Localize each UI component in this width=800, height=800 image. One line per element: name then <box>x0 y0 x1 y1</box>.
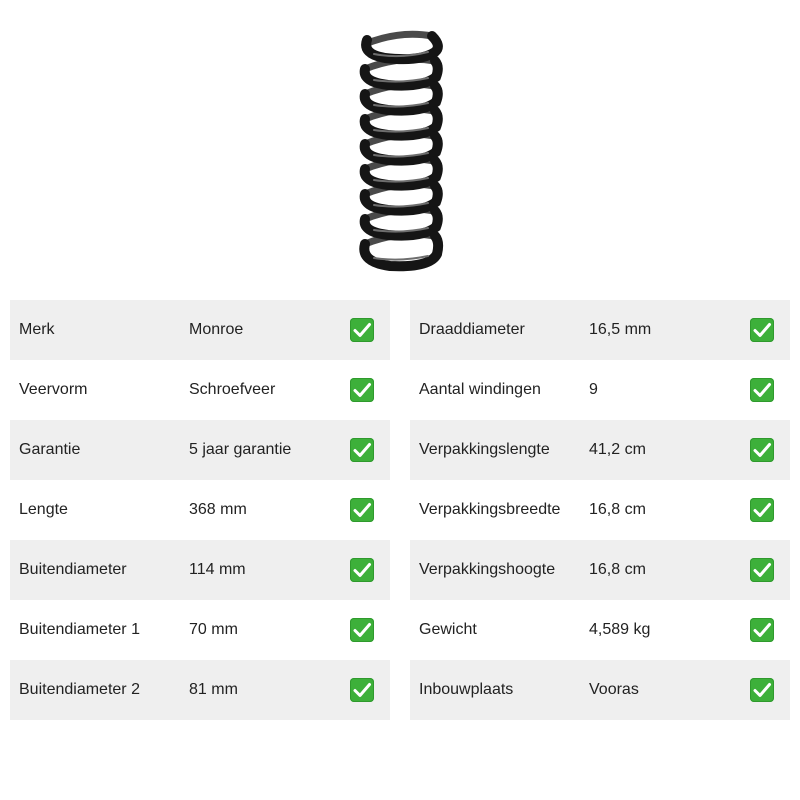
check-icon <box>750 438 774 462</box>
check-icon <box>350 438 374 462</box>
spec-row-verpakkingslengte <box>410 420 790 480</box>
check-icon <box>350 558 374 582</box>
spec-label: Aantal windingen <box>419 381 541 398</box>
check-icon <box>350 318 374 342</box>
spec-row-gewicht <box>410 600 790 660</box>
spec-value: 16,5 mm <box>589 321 652 338</box>
spec-value: Vooras <box>589 681 639 698</box>
spec-row-verpakkingshoogte <box>410 540 790 600</box>
spec-row-aantal-windingen <box>410 360 790 420</box>
spec-value: 4,589 kg <box>589 621 651 638</box>
spec-table-left <box>10 300 390 720</box>
product-image <box>340 22 460 278</box>
spec-label: Garantie <box>19 441 81 458</box>
spec-row-merk <box>10 300 390 360</box>
spec-label: Draaddiameter <box>419 321 525 338</box>
spec-table-right <box>410 300 790 720</box>
check-icon <box>350 678 374 702</box>
spec-label: Inbouwplaats <box>419 681 514 698</box>
spec-row-buitendiameter-2 <box>10 660 390 720</box>
check-icon <box>750 318 774 342</box>
spec-value: 81 mm <box>189 681 238 698</box>
spec-row-draaddiameter <box>410 300 790 360</box>
spec-label: Buitendiameter 2 <box>19 681 140 698</box>
spec-row-buitendiameter-1 <box>10 600 390 660</box>
spec-value: Monroe <box>189 321 244 338</box>
spec-label: Verpakkingsbreedte <box>419 501 561 518</box>
spec-row-lengte <box>10 480 390 540</box>
spec-value: 9 <box>589 381 598 398</box>
spec-row-buitendiameter <box>10 540 390 600</box>
spec-label: Veervorm <box>19 381 88 398</box>
spec-label: Lengte <box>19 501 68 518</box>
check-icon <box>750 498 774 522</box>
spec-value: 5 jaar garantie <box>189 441 292 458</box>
spec-label: Buitendiameter <box>19 561 127 578</box>
spec-value: 70 mm <box>189 621 238 638</box>
spec-row-verpakkingsbreedte <box>410 480 790 540</box>
spec-label: Buitendiameter 1 <box>19 621 140 638</box>
spec-label: Gewicht <box>419 621 477 638</box>
coil-spring-icon <box>340 22 460 278</box>
check-icon <box>350 498 374 522</box>
spec-label: Verpakkingslengte <box>419 441 550 458</box>
spec-row-inbouwplaats <box>410 660 790 720</box>
spec-value: Schroefveer <box>189 381 276 398</box>
spec-value: 41,2 cm <box>589 441 646 458</box>
check-icon <box>750 678 774 702</box>
check-icon <box>350 378 374 402</box>
check-icon <box>750 558 774 582</box>
spec-row-garantie <box>10 420 390 480</box>
spec-value: 16,8 cm <box>589 501 646 518</box>
spec-label: Verpakkingshoogte <box>419 561 556 578</box>
spec-label: Merk <box>19 321 55 338</box>
check-icon <box>350 618 374 642</box>
check-icon <box>750 618 774 642</box>
check-icon <box>750 378 774 402</box>
spec-value: 114 mm <box>189 561 246 578</box>
spec-row-veervorm <box>10 360 390 420</box>
spec-value: 368 mm <box>189 501 247 518</box>
spec-value: 16,8 cm <box>589 561 646 578</box>
